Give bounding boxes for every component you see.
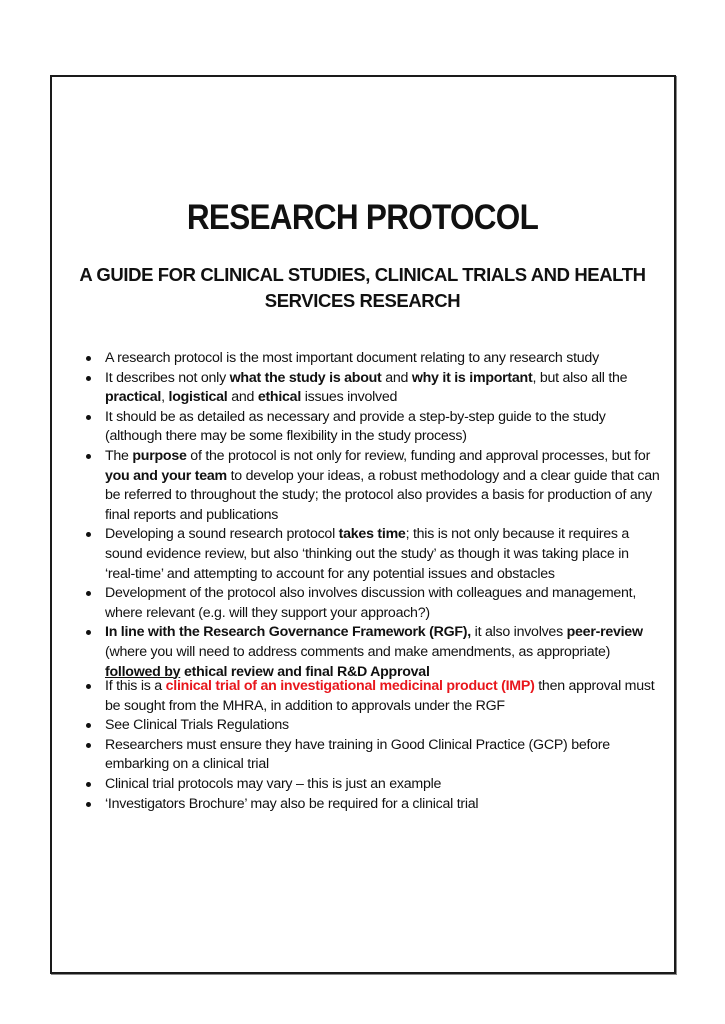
bullet-text-segment: to develop your ideas, a robust methodology and a clear guide that can be referred to throughout the study; the protocol also provides a basis for production of any final reports and publications (105, 467, 660, 523)
bullet-item (86, 795, 661, 815)
bullet-text-segment: The (105, 447, 133, 464)
bullet-text-segment: clinical trial of an investigational medicinal product (IMP) (165, 678, 535, 694)
bullet-text-segment: ; this is not only because it requires a sound evidence review, but also ‘thinking out the study’ as though it was taking place in ‘real-time’ and attempting to account for any potential issues and obstacles (105, 526, 630, 582)
bullet-text-segment: and (227, 389, 258, 406)
bullet-item (86, 525, 661, 584)
bullet-text-segment: practical (105, 389, 162, 406)
bullet-text-segment: issues involved (301, 389, 398, 406)
bullet-text-segment: Developing a sound research protocol (105, 526, 339, 543)
bullet-text-segment: ethical review and final R&D Approval (180, 663, 430, 680)
document-title: RESEARCH PROTOCOL (186, 198, 539, 237)
bullet-text-segment: and (381, 369, 412, 386)
bullet-text-segment: it also involves (470, 624, 567, 641)
bullet-text-segment: It describes not only (105, 369, 230, 386)
bullet-item (86, 584, 661, 623)
bullet-item (86, 349, 661, 369)
bullet-item (86, 623, 661, 682)
bullet-text-segment: Clinical trial protocols may vary – this is just an example (105, 775, 442, 792)
bullet-list-overview (86, 349, 661, 682)
bullet-dot-icon (86, 743, 91, 748)
bullet-dot-icon (86, 684, 91, 689)
bullet-text-segment: In line with the Research Governance Framework (RGF), (105, 624, 471, 641)
bullet-text-segment: peer-review (566, 624, 643, 641)
bullet-text-segment: ‘Investigators Brochure’ may also be required for a clinical trial (105, 795, 479, 812)
bullet-text-segment: Development of the protocol also involves discussion with colleagues and management, where relevant (e.g. will they support your approach?) (105, 585, 637, 621)
bullet-text-segment: followed by (105, 663, 181, 680)
bullet-dot-icon (86, 356, 91, 361)
bullet-text-segment: takes time (338, 526, 406, 543)
bullet-dot-icon (86, 415, 91, 420)
bullet-text-segment: logistical (168, 389, 228, 406)
bullet-text-segment: See Clinical Trials Regulations (105, 717, 289, 734)
bullet-text-segment: of the protocol is not only for review, funding and approval processes, but for (186, 447, 651, 464)
bullet-text-segment: , (161, 389, 169, 406)
bullet-item (86, 736, 661, 775)
bullet-text-segment: then approval must be sought from the MHRA, in addition to approvals under the RGF (105, 678, 655, 714)
bullet-item (86, 369, 661, 408)
bullet-text-segment: If this is a (105, 678, 166, 694)
bullet-text-segment: purpose (132, 447, 187, 464)
bullet-text-segment: you and your team (105, 467, 227, 484)
bullet-text-segment: ethical (257, 389, 302, 406)
bullet-dot-icon (86, 591, 91, 596)
bullet-text-segment: what the study is about (229, 369, 382, 386)
bullet-text-segment: A research protocol is the most important document relating to any research study (105, 350, 599, 366)
bullet-dot-icon (86, 376, 91, 381)
bullet-dot-icon (86, 454, 91, 459)
bullet-dot-icon (86, 782, 91, 787)
document-subtitle: A GUIDE FOR CLINICAL STUDIES, CLINICAL TRIALS AND HEALTH SERVICES RESEARCH (79, 264, 646, 311)
bullet-dot-icon (86, 630, 91, 635)
bullet-item (86, 775, 661, 795)
bullet-dot-icon (86, 723, 91, 728)
bullet-item (86, 408, 661, 447)
bullet-text-segment: , but also all the (532, 369, 628, 386)
bullet-text-segment: (where you will need to address comments and make amendments, as appropriate) (105, 643, 611, 660)
bullet-text-segment: why it is important (411, 369, 533, 386)
bullet-dot-icon (86, 802, 91, 807)
bullet-dot-icon (86, 532, 91, 537)
bullet-list-clinical-trials (86, 677, 661, 814)
bullet-text-segment: Researchers must ensure they have training in Good Clinical Practice (GCP) before embarking on a clinical trial (105, 736, 610, 773)
bullet-item (86, 716, 661, 736)
bullet-item (86, 677, 661, 716)
bullet-item (86, 447, 661, 525)
bullet-text-segment: It should be as detailed as necessary and provide a step-by-step guide to the study (although there may be some flexibility in the study process) (105, 408, 606, 445)
